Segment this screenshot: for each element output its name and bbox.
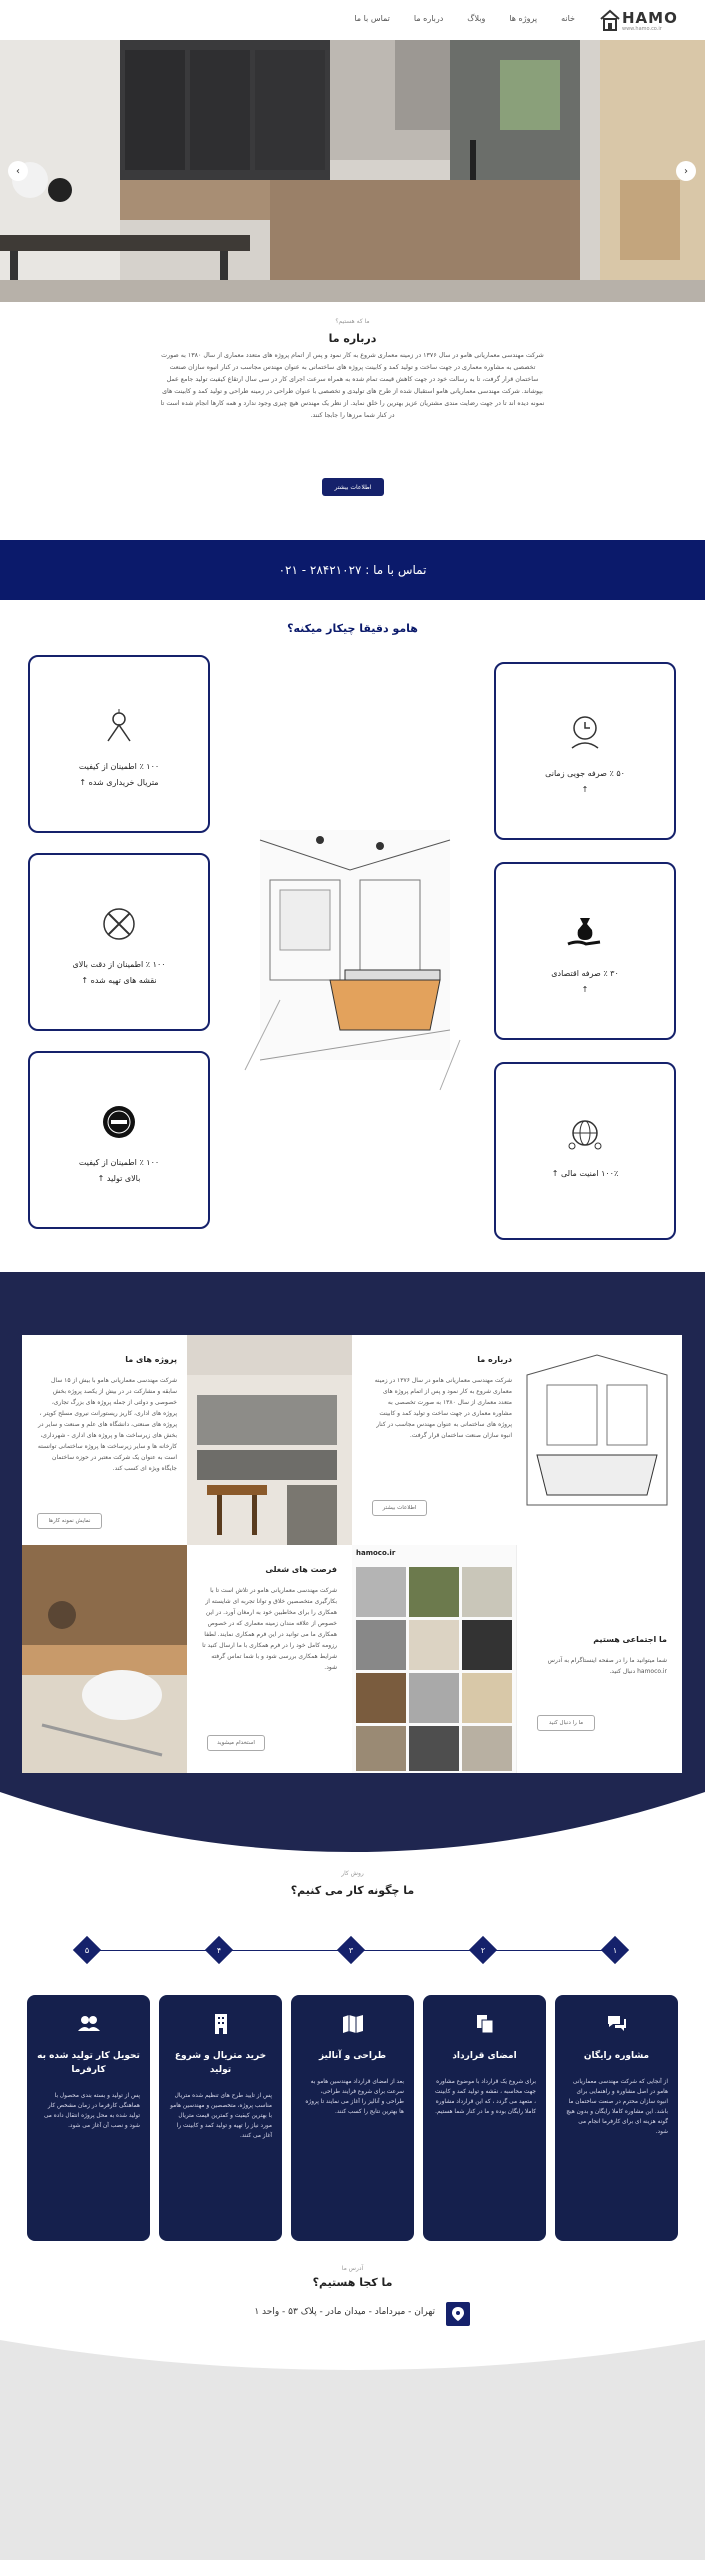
step-number: ۴ xyxy=(216,1945,222,1955)
projects-tile-text: شرکت مهندسی معماریانی هامو با بیش از ۱۵ سال سابقه و مشارکت در در بیش از یکصد پروژه بخش خصوصی و دولتی از جمله پروژه های بزرگ تجاری، پروژه های اداری، کاریز ریستورانت نیروی مسلح کوپتر ، پروژه های صنعتی، دانشگاه های علم و صنعت و سایر در بخش های زیرساخت ها و پروژه های اداری - شهرداری، کارخانه ها و سایر زیرساخت ها پروژه ساختمانی توانسته است به عنوان یک شرکت معتبر در حوزه ساختمان جایگاه ویژه ای کسب کند. xyxy=(37,1377,177,1472)
feature-card xyxy=(28,1051,210,1229)
projects-tile xyxy=(22,1335,352,1545)
contact-band[interactable]: تماس با ما : ۲۸۴۲۱۰۲۷ - ۰۲۱ xyxy=(0,540,705,600)
jobs-tile xyxy=(22,1545,352,1773)
process-step xyxy=(27,1995,150,2241)
time-saving-icon xyxy=(566,714,604,752)
feature-line1: ۵۰ ٪ صرفه جویی زمانی xyxy=(545,769,625,778)
process-subtitle: روش کار xyxy=(341,1870,364,1877)
step-title: امضای قرارداد xyxy=(452,2051,517,2061)
quality-badge-icon xyxy=(100,1103,138,1141)
about-subtitle: ما که هستیم؟ xyxy=(335,318,370,325)
feature-card xyxy=(494,1062,676,1240)
building-icon xyxy=(210,2013,232,2035)
jobs-tile-title: فرصت های شغلی xyxy=(265,1565,337,1574)
main-nav xyxy=(354,14,575,23)
social-tile-title: ما اجتماعی هستیم xyxy=(593,1635,667,1644)
map-pin-icon xyxy=(452,2307,464,2321)
map-icon xyxy=(342,2013,364,2035)
feature-line2: متریال خریداری شده ↑ xyxy=(79,778,159,787)
step-number: ۵ xyxy=(84,1945,90,1955)
nav-projects[interactable]: پروژه ها xyxy=(509,14,538,23)
step-number: ۱ xyxy=(612,1945,618,1955)
footer-map-area xyxy=(0,2340,705,2560)
feature-card xyxy=(28,853,210,1031)
feature-line2: ↑ xyxy=(581,785,589,794)
step-number: ۳ xyxy=(348,1945,354,1955)
location-pin-button[interactable] xyxy=(446,2302,470,2326)
site-header xyxy=(0,0,705,40)
process-step xyxy=(291,1995,414,2241)
jobs-tile-text: شرکت مهندسی معماریانی هامو در تلاش است تا با بکارگیری متخصصین خلاق و توانا تجربه ای شایسته از همکاری را برای مخاطبین خود به ارمغان آورد. در این خصوص از علاقه مندان زمینه معماری که در خصوص همکاری ما می توانید در این فرم همکاری نمایند. لطفا رزومه کامل خود را در فرم همکاری با ما ارسال کنید تا شرایط همکاری بررسی شود و با شما تماس گرفته شود. xyxy=(202,1587,337,1671)
feature-card xyxy=(28,655,210,833)
step-number: ۲ xyxy=(480,1945,486,1955)
kitchen-sketch-image xyxy=(517,1345,677,1535)
nav-contact[interactable]: تماس با ما xyxy=(354,14,390,23)
instagram-preview xyxy=(352,1545,517,1773)
feature-line2: بالای تولید ↑ xyxy=(97,1174,141,1183)
logo[interactable] xyxy=(600,5,680,35)
step-text: برای شروع یک قرارداد با موضوع مشاوره جهت محاسبه ، نقشه و تولید کمد و کابینت ، متعهد می گردد ، که این قرارداد مشاوره کاملا رایگان بوده و ما در کنار شما هستیم. xyxy=(435,2079,536,2115)
chevron-left-icon: ‹ xyxy=(16,165,20,177)
about-tile-button[interactable]: اطلاعات بیشتر xyxy=(372,1500,427,1516)
instagram-handle: hamoco.ir xyxy=(356,1549,396,1557)
feature-line1: ۱۰۰ ٪ اطمینان از کیفیت xyxy=(78,1158,160,1167)
step-text: پس از تایید طرح های تنظیم شده متریال مناسب پروژه، متخصصین و مهندسین هامو با بهترین کیفیت و کمترین قیمت متریال مورد نیاز را تهیه و تولید کمد و کابینت را آغاز می کنند. xyxy=(170,2093,272,2139)
feature-line1: ۱۰۰٪ امنیت مالی ↑ xyxy=(551,1169,619,1178)
about-title: درباره ما xyxy=(328,332,377,345)
logo-house-icon xyxy=(600,9,620,31)
step-title: تحویل کار تولید شده به کارفرما xyxy=(37,2051,140,2075)
money-hand-icon xyxy=(566,914,604,952)
step-title: مشاوره رایگان xyxy=(583,2051,650,2061)
quality-inspection-icon xyxy=(100,707,138,745)
location-title: ما کجا هستیم؟ xyxy=(312,2276,393,2289)
slider-next-button[interactable] xyxy=(676,161,696,181)
slider-prev-button[interactable] xyxy=(8,161,28,181)
documents-icon xyxy=(474,2013,496,2035)
about-text: شرکت مهندسی معماریانی هامو در سال ۱۳۷۶ در زمینه معماری شروع به کار نمود و پس از اتمام پروژه های متعدد معماری از سال ۱۳۸۰ به صورت تخصصی به مشاوره معماری در جهت ساخت و تولید کمد و کابینت پروژه های ساختمانی به عنوان مهندس مجاسب در کنار انبوه سازان صنعت ساختمان قرار گرفت، تا به رسالت خود در جهت کاهش قیمت تمام شده به همراه سرعت اجرای کار در سی سال ارتقاع کیفیت تولید جامع عمل بپوشاند. شرکت مهندسی معماریانی هامو استقبال شده از طرح های تولیدی و تخصصی با عنوان طراحی در زمینه طراحی و تولید کمد و کابینت های نمونه دیده اند تا در جهت رضایت مندی مشتریان عزیز بهترین را خلق نماید. از نظر یک مهندس هیچ چیزی وجود ندارد و همه کارها انجام شده است تا در کنار شما مرزها را جابجا کنند. xyxy=(160,352,545,419)
process-step xyxy=(159,1995,282,2241)
logo-name: HAMO xyxy=(622,9,678,27)
process-title: ما چگونه کار می کنیم؟ xyxy=(290,1884,415,1897)
nav-home[interactable]: خانه xyxy=(561,14,575,23)
feature-line1: ۱۰۰ ٪ اطمینان از کیفیت xyxy=(78,762,160,771)
chevron-right-icon: › xyxy=(684,165,688,177)
feature-card xyxy=(494,862,676,1040)
projects-tile-button[interactable]: نمایش نمونه کارها xyxy=(37,1513,102,1529)
workspace-photo xyxy=(22,1545,187,1773)
step-text: پس از تولید و بسته بندی محصول با هماهنگی کارفرما در زمان مشخص کار تولید شده به محل پروژه انتقال داده می شود و نصب آن آغاز می شود. xyxy=(43,2093,140,2129)
logo-url: www.hamo.co.ir xyxy=(622,26,662,32)
chat-bubbles-icon xyxy=(606,2013,628,2035)
step-title: خرید متریال و شروع تولید xyxy=(174,2051,267,2075)
process-step xyxy=(423,1995,546,2241)
step-title: طراحی و آنالیز xyxy=(318,2051,387,2061)
social-tile-text: شما میتوانید ما را در صفحه اینستاگرام به آدرس hamoco.ir دنبال کنید. xyxy=(547,1657,667,1675)
step-text: از آنجایی که شرکت مهندسی معماریانی هامو در اصل مشاوره و راهنمایی برای انبوه سازان محترم در صنعت ساختمان ما باشد. این مشاوره کاملا رایگان و بدون هیچ گونه هزینه ای برای کارفرما انجام می شود. xyxy=(566,2079,668,2135)
design-tools-icon xyxy=(100,905,138,943)
about-tile xyxy=(352,1335,682,1545)
social-tile-button[interactable]: ما را دنبال کنید xyxy=(537,1715,595,1731)
kitchen-photo-2 xyxy=(187,1335,352,1545)
nav-about[interactable]: درباره ما xyxy=(413,14,444,23)
about-more-button[interactable]: اطلاعات بیشتر xyxy=(322,478,384,496)
nav-blog[interactable]: وبلاگ xyxy=(467,14,486,23)
projects-tile-title: پروژه های ما xyxy=(125,1355,177,1364)
kitchen-photo xyxy=(0,40,705,302)
feature-line1: ۱۰۰ ٪ اطمینان از دقت بالای xyxy=(72,960,166,969)
step-text: بعد از امضای قرارداد مهندسین هامو به سرعت برای شروع فرایند طراحی، طراحی و آنالیز را آغاز می نمایند تا پروژه ها بهترین نتایج را کسب کنند. xyxy=(305,2079,404,2115)
feature-line1: ۳۰ ٪ صرفه اقتصادی xyxy=(551,969,619,978)
instagram-grid xyxy=(352,1563,517,1773)
feature-card xyxy=(494,662,676,840)
interior-sketch-image xyxy=(240,800,466,1100)
users-icon xyxy=(78,2013,100,2035)
process-step xyxy=(555,1995,678,2241)
feature-line2: ↑ xyxy=(581,985,589,994)
features-title: هامو دقیقا چیکار میکنه؟ xyxy=(287,622,418,635)
social-tile xyxy=(352,1545,682,1773)
feature-line2: نقشه های تهیه شده ↑ xyxy=(81,976,157,985)
jobs-tile-button[interactable]: استخدام میشوید xyxy=(207,1735,265,1751)
footer-wave xyxy=(0,2340,705,2560)
global-money-icon xyxy=(566,1114,604,1152)
location-subtitle: آدرس ما xyxy=(341,2265,364,2272)
about-tile-text: شرکت مهندسی معماریانی هامو در سال ۱۳۷۶ در زمینه معماری شروع به کار نمود و پس از اتمام پروژه های متعدد معماری از سال ۱۳۸۰ به صورت تخصصی به مشاوره معماری در جهت ساخت و تولید کمد و کابینت پروژه های ساختمانی به عنوان مهندس مجاسب در کنار انبوه سازان صنعت ساختمان قرار گرفت. xyxy=(374,1377,512,1439)
location-address: تهران - میرداماد - میدان مادر - پلاک ۵۳ - واحد ۱ xyxy=(254,2307,435,2317)
hero-slider xyxy=(0,40,705,302)
about-tile-title: درباره ما xyxy=(477,1355,512,1364)
